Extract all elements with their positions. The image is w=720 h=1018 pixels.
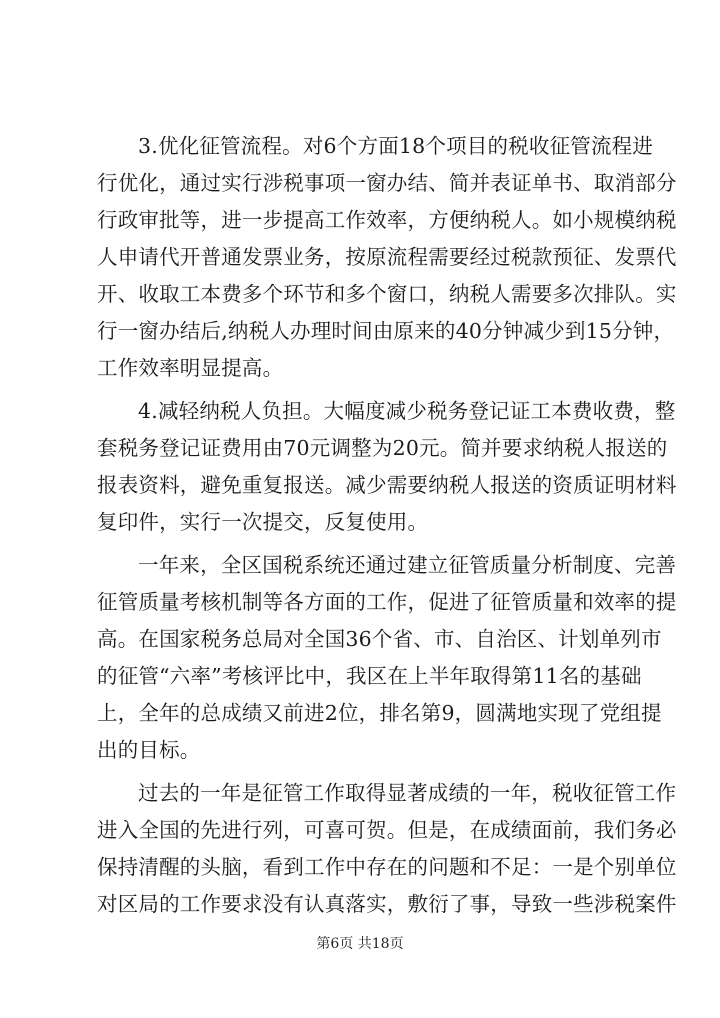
text-line: 套税务登记证费用由70元调整为20元。简并要求纳税人报送的 [97, 436, 668, 460]
text-line: 3.优化征管流程。对6个方面18个项目的税收征管流程进 [138, 134, 654, 158]
text-line: 报表资料，避免重复报送。减少需要纳税人报送的资质证明材料 [97, 473, 677, 497]
text-line: 高。在国家税务总局对全国36个省、市、自治区、计划单列市 [97, 627, 662, 651]
text-line: 出的目标。 [97, 738, 201, 762]
paragraph-problems [97, 775, 677, 923]
text-line: 人申请代开普通发票业务，按原流程需要经过税款预征、发票代 [97, 245, 677, 269]
text-line: 4.减轻纳税人负担。大幅度减少税务登记证工本费收费，整 [138, 399, 676, 423]
paragraph-year-summary [97, 547, 677, 769]
text-line: 对区局的工作要求没有认真落实，敷衍了事，导致一些涉税案件 [97, 892, 677, 916]
text-line: 开、收取工本费多个环节和多个窗口，纳税人需要多次排队。实 [97, 282, 677, 306]
text-line: 行一窗办结后,纳税人办理时间由原来的40分钟减少到15分钟， [97, 319, 675, 343]
text-line: 行政审批等，进一步提高工作效率，方便纳税人。如小规模纳税 [97, 208, 677, 232]
paragraph-reduce-burden [97, 393, 677, 541]
text-line: 一年来，全区国税系统还通过建立征管质量分析制度、完善 [138, 553, 677, 577]
document-body [97, 128, 677, 929]
text-line: 复印件，实行一次提交，反复使用。 [97, 510, 429, 534]
paragraph-optimize-process [97, 128, 677, 387]
text-line: 上，全年的总成绩又前进2位，排名第9，圆满地实现了党组提 [97, 701, 662, 725]
text-line: 过去的一年是征管工作取得显著成绩的一年，税收征管工作 [138, 781, 677, 805]
text-line: 进入全国的先进行列，可喜可贺。但是，在成绩面前，我们务必 [97, 818, 677, 842]
page-number-footer: 第6页 共18页 [316, 936, 404, 952]
text-line: 保持清醒的头脑，看到工作中存在的问题和不足：一是个别单位 [97, 855, 677, 879]
text-line: 征管质量考核机制等各方面的工作，促进了征管质量和效率的提 [97, 590, 677, 614]
text-line: 行优化，通过实行涉税事项一窗办结、简并表证单书、取消部分 [97, 171, 677, 195]
text-line: 工作效率明显提高。 [97, 356, 284, 380]
text-line: 的征管“六率”考核评比中，我区在上半年取得第11名的基础 [97, 664, 642, 688]
